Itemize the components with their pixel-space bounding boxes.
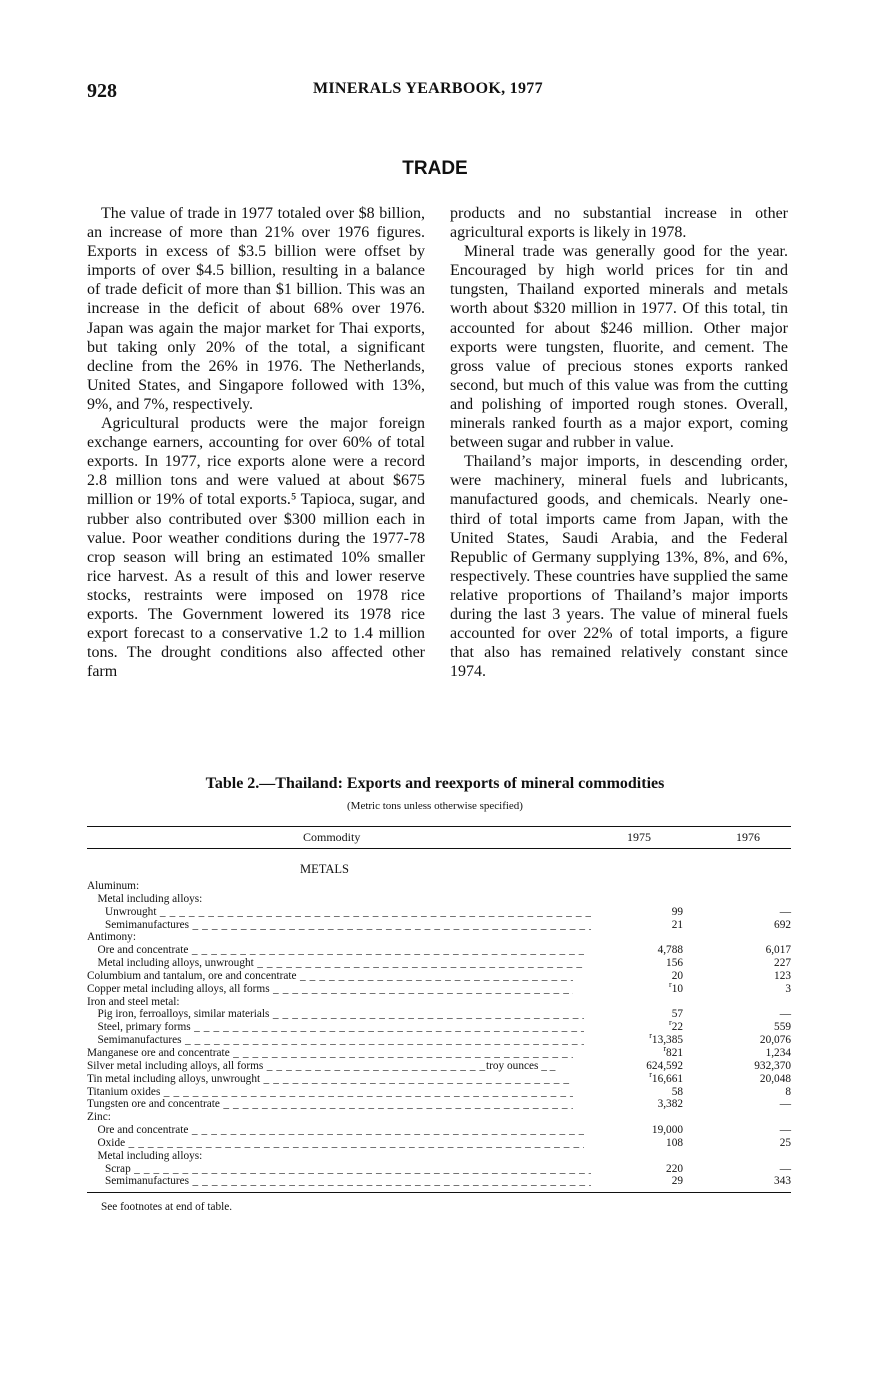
row-label: Oxide _ _ _ — [87, 1137, 584, 1150]
paragraph: Agricultural products were the major foreign exchange earners, accounting for over 60% of total exports. In 1977, rice exports alone were a record 2.8 million tons and were valued at about $675 million or 19% of total exports.⁵ Tapioca, sugar, and rubber also contributed over $300 million each in value. Poor weather conditions during the 1977-78 crop season will bring an estimated 10% smaller rice harvest. As a result of this and lower reserve stocks, restraints were imposed on 1978 rice exports. The Government lowered its 1978 rice export forecast to a conservative 1.2 to 1.4 million tons. The drought conditions also affected other farm — [87, 415, 425, 681]
table-row — [87, 996, 791, 1009]
row-label: Scrap _ _ _ — [87, 1163, 591, 1176]
table-top-rule — [87, 826, 791, 827]
value-1976: 8 — [785, 1085, 791, 1098]
row-label: Pig iron, ferroalloys, similar materials _ _ _ — [87, 1008, 584, 1021]
value-1975 — [587, 919, 683, 932]
table-row — [87, 979, 791, 996]
value-1975-text: 29 — [671, 1175, 683, 1188]
row-label: Manganese ore and concentrate _ _ _ — [87, 1047, 573, 1060]
row-label: Titanium oxides _ _ _ — [87, 1086, 573, 1099]
row-label: Tungsten ore and concentrate _ _ _ — [87, 1098, 573, 1111]
right-column — [450, 204, 788, 681]
value-1976: 3 — [785, 982, 791, 995]
row-label: Columbium and tantalum, ore and concentrate _ _ _ — [87, 970, 573, 983]
value-1975 — [587, 957, 683, 970]
table-row — [87, 1086, 791, 1099]
value-1975 — [587, 1043, 683, 1060]
table-row — [87, 1043, 791, 1060]
paragraph: Mineral trade was generally good for the year. Encouraged by high world prices for tin and tungsten, Thailand exported minerals and metals worth about $320 million in 1977. Of this total, tin accounted for about $246 million. Other major exports were tungsten, fluorite, and cement. The gross value of precious stones exports ranked second, but much of this value was from the cutting and polishing of imported rough stones. Overall, minerals ranked fourth as a major export, coming between sugar and rubber in value. — [450, 243, 788, 452]
value-1975 — [587, 906, 683, 919]
table-row — [87, 1060, 791, 1073]
value-1975-text: 3,382 — [657, 1098, 683, 1111]
value-1975 — [587, 1018, 683, 1034]
row-label: Zinc: — [87, 1111, 111, 1124]
value-1975-text: 108 — [666, 1136, 683, 1149]
table-row — [87, 1111, 791, 1124]
row-label: Unwrought _ _ _ — [87, 906, 591, 919]
paragraph: products and no substantial increase in other agricultural exports is likely in 1978. — [450, 205, 788, 242]
value-1975-text: 16,661 — [651, 1072, 683, 1085]
value-1975-text: 10 — [671, 982, 683, 995]
value-1975 — [587, 1124, 683, 1137]
revised-mark: r — [649, 1031, 652, 1041]
value-1976: — — [779, 1124, 791, 1137]
value-1976: 932,370 — [754, 1059, 791, 1072]
value-1975-text: 20 — [671, 969, 683, 982]
table-row — [87, 880, 791, 893]
table-row — [87, 1124, 791, 1137]
value-1976: 227 — [774, 957, 791, 970]
value-1975-text: 4,788 — [657, 944, 683, 957]
row-label: Tin metal including alloys, unwrought _ _ _ — [87, 1073, 573, 1086]
table-footnote: See footnotes at end of table. — [101, 1201, 233, 1213]
value-1975-text: 99 — [671, 905, 683, 918]
value-1975-text: 21 — [671, 918, 683, 931]
value-1976: 1,234 — [765, 1046, 791, 1059]
column-header-1975: 1975 — [627, 830, 651, 844]
value-1976: — — [779, 905, 791, 918]
table-header-rule — [87, 848, 791, 849]
row-label: Silver metal including alloys, all forms _ _ _ — [87, 1060, 487, 1073]
value-1976: 20,048 — [759, 1072, 791, 1085]
value-1975 — [587, 1060, 683, 1073]
row-label: Metal including alloys, unwrought _ _ _ — [87, 957, 584, 970]
table-row — [87, 1150, 791, 1163]
table-row — [87, 970, 791, 983]
table-row — [87, 1163, 791, 1176]
table-row — [87, 1069, 791, 1086]
row-label: Steel, primary forms _ _ _ — [87, 1021, 584, 1034]
table-row — [87, 931, 791, 944]
value-1976: — — [779, 1098, 791, 1111]
unit-label: troy ounces _ _ — [486, 1059, 556, 1072]
row-label: Iron and steel metal: — [87, 995, 180, 1008]
row-label: Antimony: — [87, 931, 136, 944]
column-header-1976: 1976 — [736, 830, 760, 844]
table-row — [87, 893, 791, 906]
revised-mark: r — [669, 979, 672, 989]
paragraph: The value of trade in 1977 totaled over $8 billion, an increase of more than 21% over 1976 figures. Exports in excess of $3.5 billion were offset by imports of over $4.5 billion, resulting in a balance of trade deficit of more than $1 billion. This was an increase in the deficit of about 68% over 1976. Japan was again the major market for Thai exports, but taking only 20% of the total, a significant decline from the 26% in 1976. The Netherlands, United States, and Singapore followed with 13%, 9%, and 7%, respectively. — [87, 205, 425, 413]
value-1976: 20,076 — [759, 1034, 791, 1047]
value-1975 — [587, 1175, 683, 1188]
value-1976: 559 — [774, 1021, 791, 1034]
value-1975-text: 57 — [671, 1008, 683, 1021]
revised-mark: r — [669, 1018, 672, 1028]
page-number: 928 — [87, 80, 117, 102]
table-row — [87, 1031, 791, 1047]
value-1975 — [587, 979, 683, 996]
table-body — [87, 880, 791, 1188]
value-1975 — [587, 1163, 683, 1176]
section-title: TRADE — [402, 158, 468, 179]
value-1975-text: 19,000 — [651, 1124, 683, 1137]
value-1975-text: 13,385 — [651, 1034, 683, 1047]
table-row — [87, 1008, 791, 1021]
row-label: Aluminum: — [87, 880, 140, 892]
value-1976: — — [779, 1162, 791, 1175]
value-1975 — [587, 1137, 683, 1150]
table-row — [87, 919, 791, 932]
value-1975-text: 220 — [666, 1162, 683, 1175]
row-label: Copper metal including alloys, all forms _ _ _ — [87, 983, 573, 996]
table-row — [87, 906, 791, 919]
table-bottom-rule — [87, 1192, 791, 1193]
section-label-metals: METALS — [300, 862, 349, 876]
value-1975-text: 22 — [671, 1021, 683, 1034]
table-row — [87, 944, 791, 957]
row-label: Semimanufactures _ _ _ — [87, 919, 591, 932]
row-label: Ore and concentrate _ _ _ — [87, 1124, 584, 1137]
value-1976: 692 — [774, 918, 791, 931]
table-row — [87, 1098, 791, 1111]
running-title: MINERALS YEARBOOK, 1977 — [313, 80, 543, 97]
value-1976: 6,017 — [765, 944, 791, 957]
value-1975-text: 624,592 — [646, 1059, 683, 1072]
value-1975-text: 821 — [666, 1046, 683, 1059]
table-title: Table 2.—Thailand: Exports and reexports of mineral commodities — [205, 775, 665, 792]
table-row — [87, 1137, 791, 1150]
value-1975-text: 58 — [671, 1085, 683, 1098]
value-1975 — [587, 1069, 683, 1086]
value-1976: 123 — [774, 969, 791, 982]
value-1975 — [587, 1098, 683, 1111]
table-row — [87, 1018, 791, 1034]
row-label: Metal including alloys: — [97, 1149, 203, 1162]
table-row — [87, 957, 791, 970]
row-label: Semimanufactures _ _ _ — [87, 1034, 584, 1047]
value-1976: — — [779, 1008, 791, 1021]
value-1975 — [587, 1031, 683, 1047]
left-column — [87, 204, 425, 681]
value-1975 — [587, 944, 683, 957]
row-label: Ore and concentrate _ _ _ — [87, 944, 584, 957]
row-label: Metal including alloys: — [97, 892, 203, 905]
row-label: Semimanufactures _ _ _ — [87, 1175, 591, 1188]
table-subtitle: (Metric tons unless otherwise specified) — [347, 800, 523, 812]
value-1975-text: 156 — [666, 957, 683, 970]
revised-mark: r — [649, 1069, 652, 1079]
value-1975 — [587, 1086, 683, 1099]
table-row — [87, 1175, 791, 1188]
value-1976: 343 — [774, 1175, 791, 1188]
value-1976: 25 — [779, 1136, 791, 1149]
column-header-commodity: Commodity — [303, 830, 361, 844]
paragraph: Thailand’s major imports, in descending order, were machinery, mineral fuels and lubricants, manufactured goods, and chemicals. Nearly one-third of total imports came from Japan, with the United States, Saudi Arabia, and the Federal Republic of Germany supplying 13%, 8%, and 6%, respectively. These countries have supplied the same relative proportions of Thailand’s major imports during the last 3 years. The value of mineral fuels accounted for over 22% of total imports, a figure that also has remained relatively constant since 1974. — [450, 453, 788, 681]
revised-mark: r — [663, 1043, 667, 1053]
